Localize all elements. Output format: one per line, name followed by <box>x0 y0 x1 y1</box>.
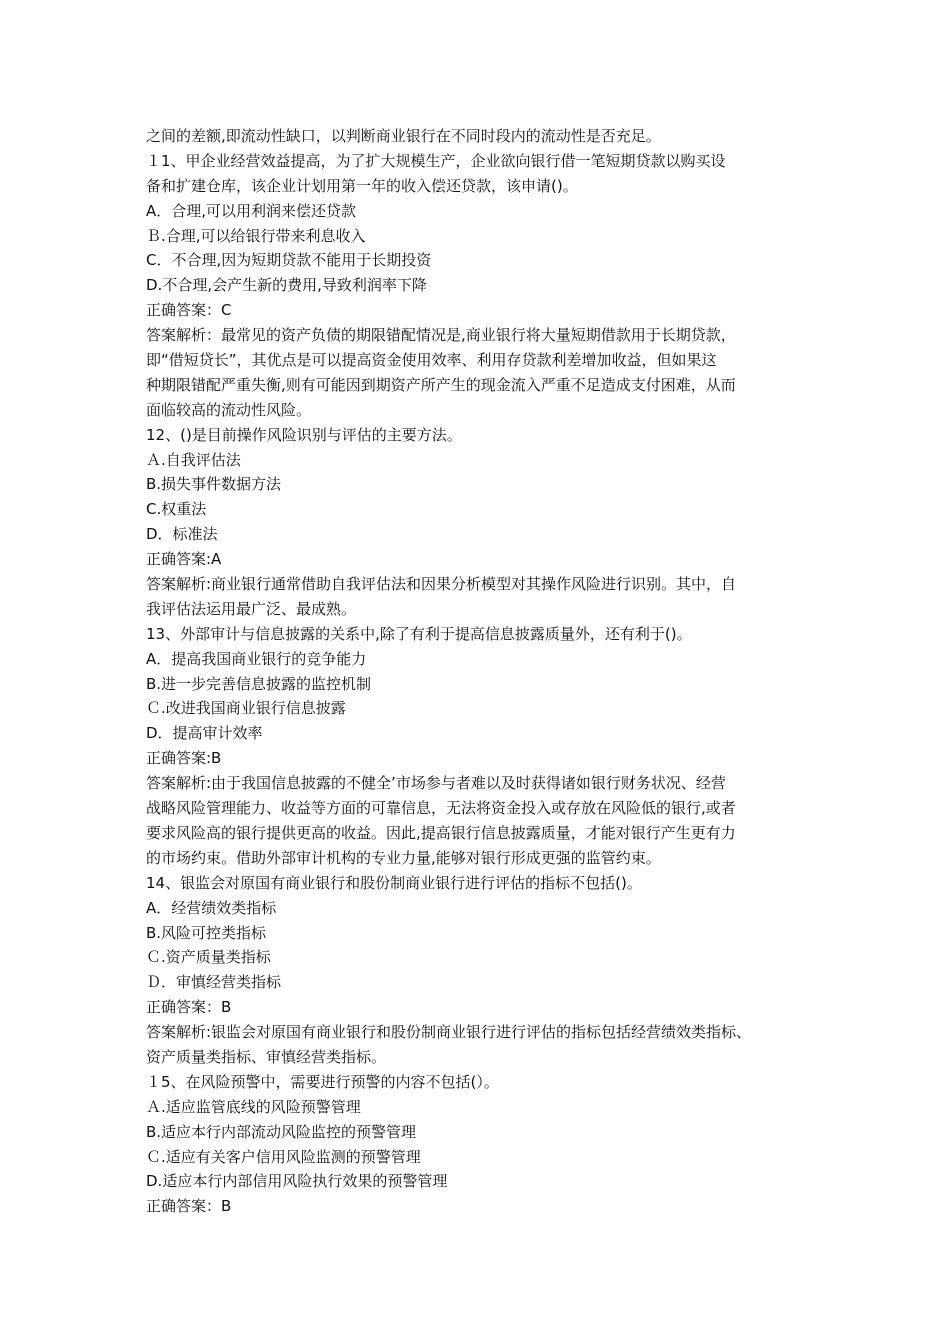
question-14-explanation: 答案解析:银监会对原国有商业银行和股份制商业银行进行评估的指标包括经营绩效类指标、 <box>146 1023 752 1042</box>
question-13-option-b: B.进一步完善信息披露的监控机制 <box>146 674 372 693</box>
question-11-option-a: A．合理,可以用利润来偿还贷款 <box>146 201 357 220</box>
question-15-stem: １5、在风险预警中，需要进行预警的内容不包括(）。 <box>146 1072 499 1091</box>
question-15-option-d: D.适应本行内部信用风险执行效果的预警管理 <box>146 1172 448 1191</box>
question-13-option-c: Ｃ.改进我国商业银行信息披露 <box>146 699 346 718</box>
question-11-answer: 正确答案：C <box>146 301 232 320</box>
question-15-option-c: Ｃ.适应有关客户信用风险监测的预警管理 <box>146 1147 421 1166</box>
question-12-option-d: D．标准法 <box>146 525 218 544</box>
question-15-option-a: Ａ.适应监管底线的风险预警管理 <box>146 1097 361 1116</box>
question-11-option-c: C．不合理,因为短期贷款不能用于长期投资 <box>146 251 432 270</box>
question-13-option-a: A．提高我国商业银行的竞争能力 <box>146 649 367 668</box>
document-page <box>146 124 826 1219</box>
question-14-explanation: 资产质量类指标、审慎经营类指标。 <box>146 1047 387 1066</box>
question-11-option-d: D.不合理,会产生新的费用,导致利润率下降 <box>146 276 427 295</box>
question-11-explanation: 种期限错配严重失衡,则有可能因到期资产所产生的现金流入严重不足造成支付困难，从而 <box>146 375 736 394</box>
question-11-option-b: Ｂ.合理,可以给银行带来利息收入 <box>146 226 366 245</box>
question-12-option-a: Ａ.自我评估法 <box>146 450 241 469</box>
question-12-explanation: 答案解析:商业银行通常借助自我评估法和因果分析模型对其操作风险进行识别。其中，自 <box>146 575 737 594</box>
question-14-option-c: Ｃ.资产质量类指标 <box>146 948 271 967</box>
question-12-option-c: C.权重法 <box>146 500 207 519</box>
question-11-explanation: 答案解析：最常见的资产负债的期限错配情况是,商业银行将大量短期借款用于长期贷款， <box>146 326 736 345</box>
question-12-option-b: B.损失事件数据方法 <box>146 475 282 494</box>
question-13-stem: 13、外部审计与信息披露的关系中,除了有利于提高信息披露质量外，还有利于()。 <box>146 624 692 643</box>
question-13-explanation: 战略风险管理能力、收益等方面的可靠信息，无法将资金投入或存放在风险低的银行,或者 <box>146 799 736 818</box>
question-14-option-a: A．经营绩效类指标 <box>146 898 277 917</box>
question-13-explanation: 的市场约束。借助外部审计机构的专业力量,能够对银行形成更强的监管约束。 <box>146 848 661 867</box>
question-13-explanation: 要求风险高的银行提供更高的收益。因此,提高银行信息披露质量，才能对银行产生更有力 <box>146 823 736 842</box>
question-15-answer: 正确答案：B <box>146 1197 232 1216</box>
question-14-option-d: Ｄ．审慎经营类指标 <box>146 973 282 992</box>
question-13-answer: 正确答案:B <box>146 749 222 768</box>
question-14-answer: 正确答案：B <box>146 998 232 1017</box>
question-14-stem: 14、银监会对原国有商业银行和股份制商业银行进行评估的指标不包括()。 <box>146 873 642 892</box>
question-12-answer: 正确答案:A <box>146 550 222 569</box>
question-14-option-b: B.风险可控类指标 <box>146 923 267 942</box>
text-line: 之间的差额,即流动性缺口，以判断商业银行在不同时段内的流动性是否充足。 <box>146 127 661 145</box>
question-13-explanation: 答案解析:由于我国信息披露的不健全’市场参与者难以及时获得诸如银行财务状况、经营 <box>146 774 726 793</box>
question-12-stem: 12、()是目前操作风险识别与评估的主要方法。 <box>146 425 462 444</box>
question-11-stem: １1、甲企业经营效益提高，为了扩大规模生产，企业欲向银行借一笔短期贷款以购买设 <box>146 151 726 170</box>
question-13-option-d: D．提高审计效率 <box>146 724 263 743</box>
question-15-option-b: B.适应本行内部流动风险监控的预警管理 <box>146 1122 417 1141</box>
question-11-explanation: 面临较高的流动性风险。 <box>146 400 312 419</box>
question-12-explanation: 我评估法运用最广泛、最成熟。 <box>146 599 357 618</box>
question-11-explanation: 即“借短贷长”，其优点是可以提高资金使用效率、利用存贷款利差增加收益，但如果这 <box>146 351 717 370</box>
question-11-stem-cont: 备和扩建仓库，该企业计划用第一年的收入偿还贷款，该申请()。 <box>146 176 578 195</box>
